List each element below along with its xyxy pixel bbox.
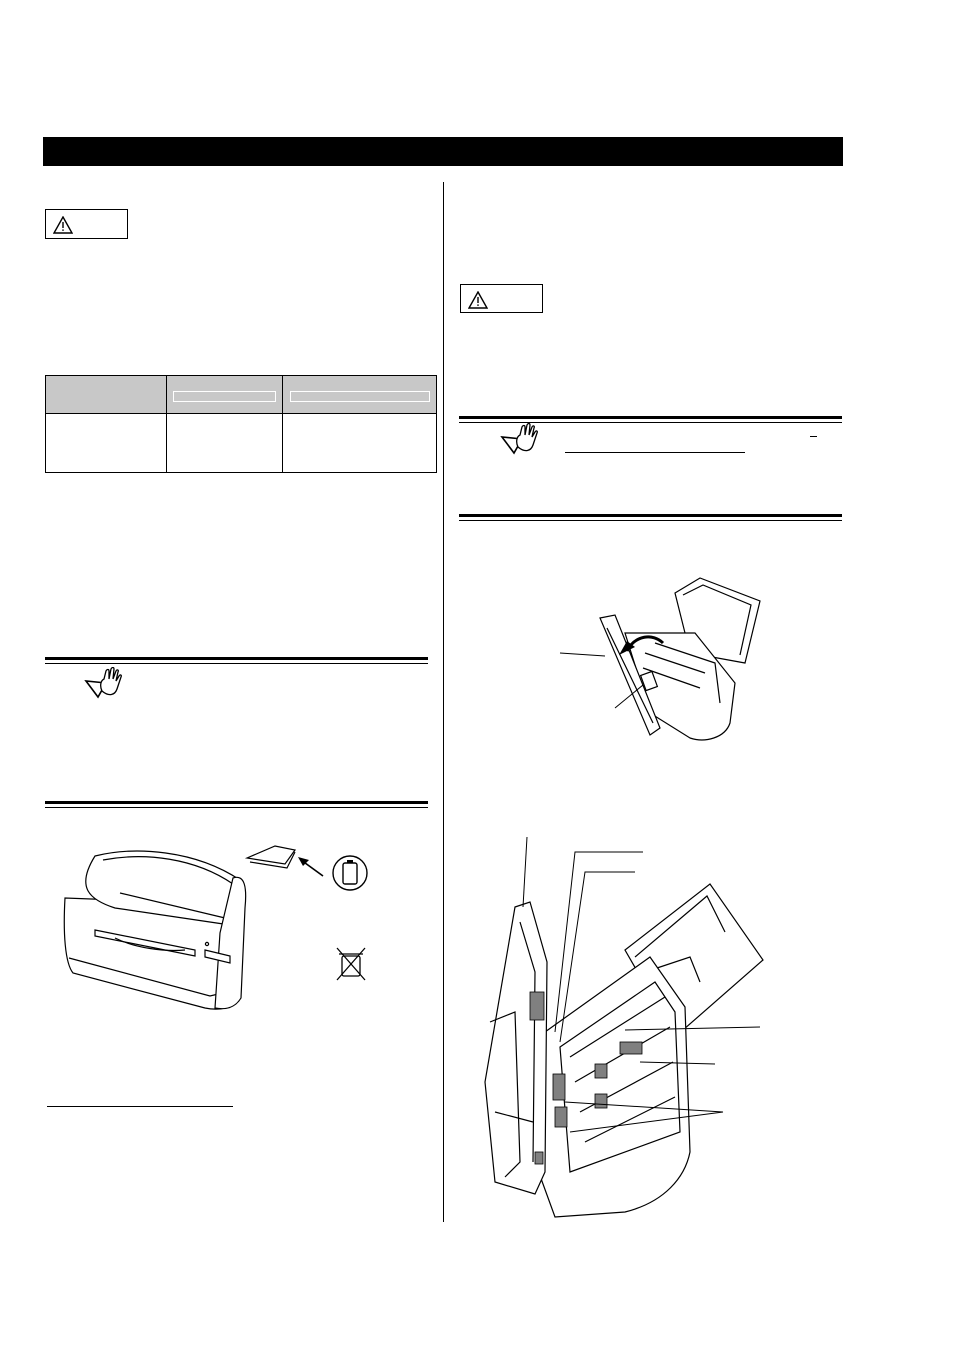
hint-top-rule bbox=[459, 416, 842, 423]
table-cell bbox=[167, 414, 283, 473]
warning-triangle-icon bbox=[468, 291, 488, 309]
header-cell-frame bbox=[173, 391, 276, 402]
table-header-row bbox=[46, 376, 437, 414]
section-rule bbox=[45, 801, 428, 808]
hint-top-rule bbox=[45, 657, 428, 664]
caution-label-box bbox=[460, 284, 543, 313]
battery-icon bbox=[333, 856, 367, 890]
warning-triangle-icon bbox=[53, 216, 73, 234]
table-header-cell bbox=[46, 376, 167, 414]
scanner-closed-illustration bbox=[55, 838, 385, 1023]
caution-label-box bbox=[45, 209, 128, 239]
table-cell bbox=[46, 414, 167, 473]
table-row bbox=[46, 414, 437, 473]
link-underline-short bbox=[810, 436, 817, 437]
hand-pointer-icon bbox=[500, 423, 542, 455]
cloth-icon bbox=[247, 846, 295, 868]
crossed-bin-icon bbox=[337, 948, 365, 980]
specification-table bbox=[45, 375, 437, 473]
footnote-rule bbox=[47, 1106, 233, 1107]
section-rule bbox=[459, 514, 842, 521]
column-divider bbox=[443, 182, 444, 1222]
table-header-cell bbox=[283, 376, 437, 414]
table-cell bbox=[283, 414, 437, 473]
header-cell-frame bbox=[290, 391, 430, 402]
table-header-cell bbox=[167, 376, 283, 414]
section-header-bar bbox=[43, 137, 843, 166]
hand-pointer-icon bbox=[84, 667, 126, 699]
scanner-open-cover-illustration bbox=[555, 573, 765, 748]
link-underline bbox=[565, 452, 745, 453]
scanner-interior-illustration bbox=[475, 832, 770, 1224]
